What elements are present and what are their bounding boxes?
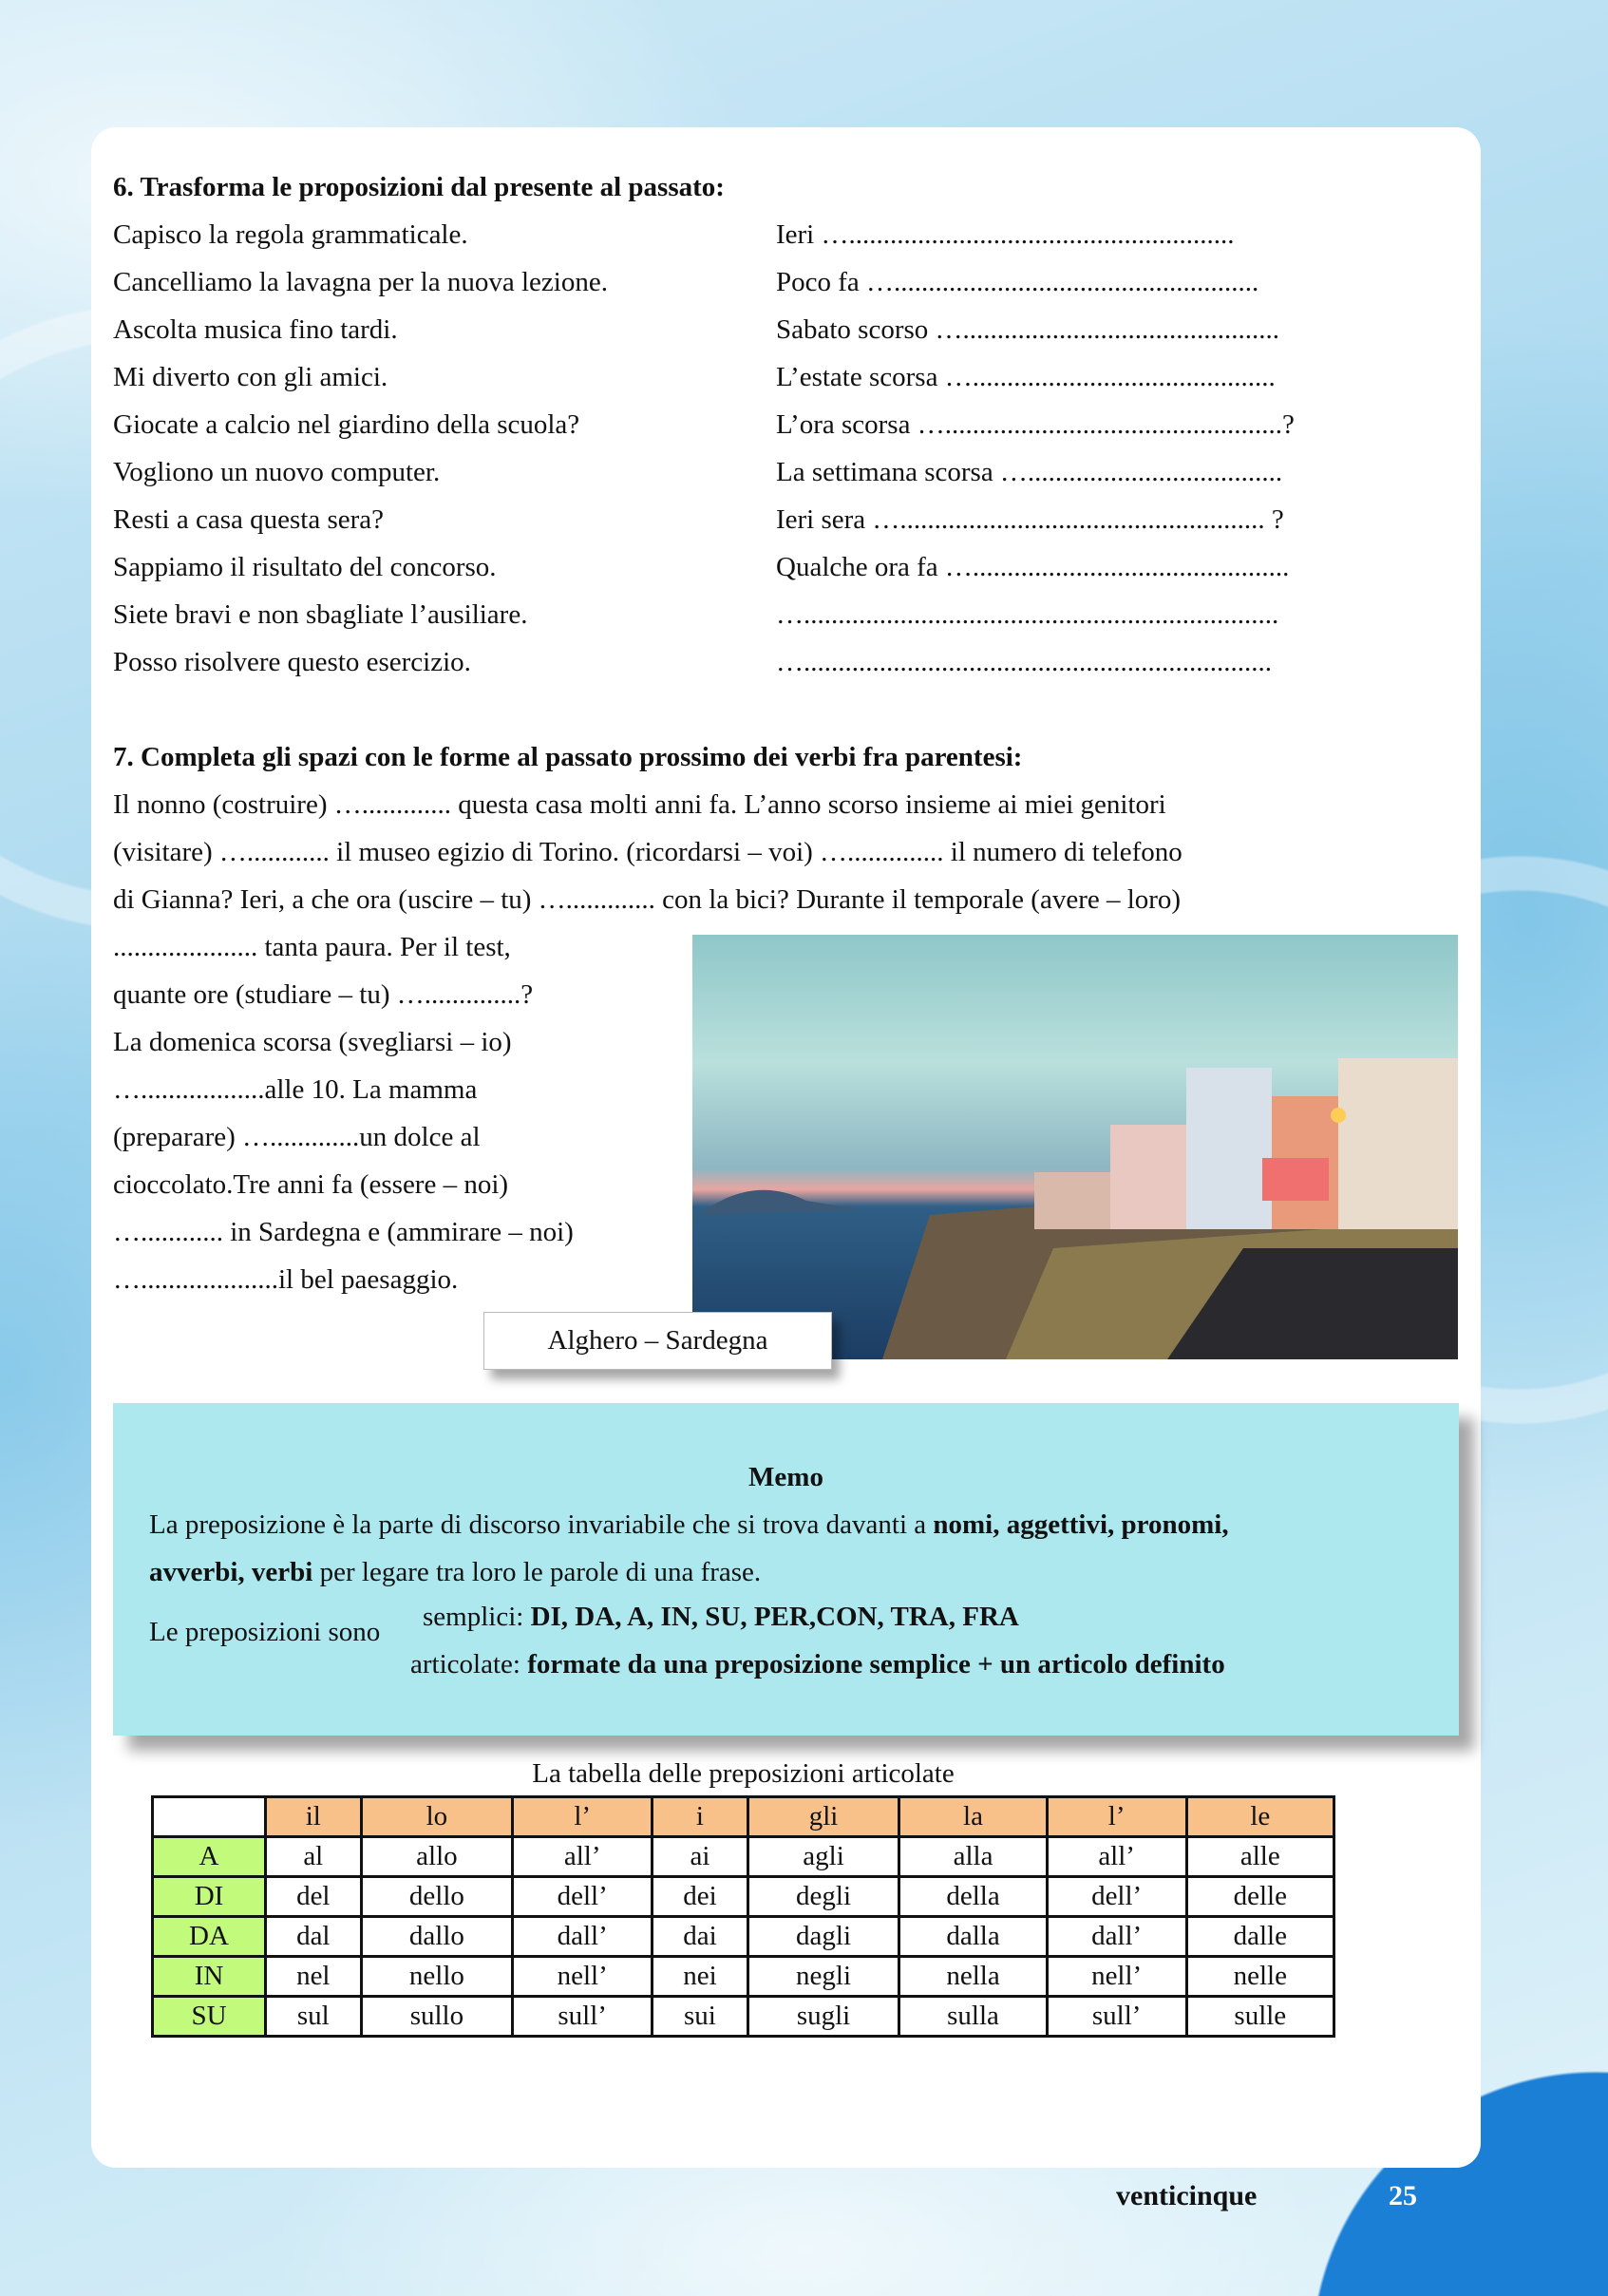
table-cell: dell’: [1047, 1877, 1186, 1917]
exercise-7-line: …..................alle 10. La mamma: [113, 1074, 478, 1105]
table-cell: nei: [653, 1957, 748, 1997]
table-corner-cell: [153, 1797, 266, 1837]
prepositions-table: [151, 1795, 1335, 2038]
table-cell: dai: [653, 1917, 748, 1957]
memo-articolate: [410, 1641, 1225, 1688]
memo-bold: nomi, aggettivi, pronomi,: [933, 1509, 1229, 1540]
table-cell: sullo: [361, 1997, 513, 2037]
table-row: [153, 1877, 1334, 1917]
table-cell: nel: [266, 1957, 362, 1997]
table-cell: dal: [266, 1917, 362, 1957]
memo-line-2: [149, 1548, 761, 1596]
exercise-7-line: (visitare) …............ il museo egizio di Torino. (ricordarsi – voi) ….............. il numero di telefono: [113, 837, 1182, 867]
page-word: venticinque: [1116, 2180, 1258, 2211]
exercise-6-title: 6. Trasforma le proposizioni dal presente al passato:: [113, 172, 725, 202]
table-cell: sulla: [899, 1997, 1047, 2037]
photo-illustration: [692, 935, 1458, 1359]
present-sentence: Giocate a calcio nel giardino della scuola?: [113, 409, 580, 440]
table-cell: alla: [899, 1837, 1047, 1877]
table-header-cell: l’: [1047, 1797, 1186, 1837]
past-answer-line: L’ora scorsa ….................................................?: [776, 409, 1295, 440]
table-cell: al: [266, 1837, 362, 1877]
table-cell: nell’: [1047, 1957, 1186, 1997]
table-cell: dalla: [899, 1917, 1047, 1957]
table-header-cell: le: [1186, 1797, 1334, 1837]
table-cell: nella: [899, 1957, 1047, 1997]
table-cell: sull’: [513, 1997, 653, 2037]
present-sentence: Ascolta musica fino tardi.: [113, 314, 398, 345]
articolate-label: articolate:: [410, 1649, 528, 1679]
semplici-value: DI, DA, A, IN, SU, PER,CON, TRA, FRA: [530, 1602, 1019, 1632]
table-row: [153, 1837, 1334, 1877]
table-cell: del: [266, 1877, 362, 1917]
table-cell: sulle: [1186, 1997, 1334, 2037]
present-sentence: Cancelliamo la lavagna per la nuova lezione.: [113, 267, 608, 297]
table-cell: sugli: [747, 1997, 899, 2037]
table-header-cell: gli: [747, 1797, 899, 1837]
present-sentence: Resti a casa questa sera?: [113, 504, 385, 535]
table-cell: all’: [1047, 1837, 1186, 1877]
table-cell: dall’: [513, 1917, 653, 1957]
semplici-label: semplici:: [423, 1602, 531, 1632]
past-answer-line: Sabato scorso …..............................................: [776, 314, 1280, 345]
table-cell: nell’: [513, 1957, 653, 1997]
past-answer-line: Poco fa ….....................................................: [776, 267, 1259, 297]
exercise-7-line: ..................... tanta paura. Per il test,: [113, 932, 511, 962]
table-header-cell: la: [899, 1797, 1047, 1837]
past-answer-line: Ieri …........................................................: [776, 219, 1235, 250]
page-number: 25: [1389, 2180, 1417, 2211]
table-row-label: DI: [153, 1877, 266, 1917]
memo-lead: Le preposizioni sono: [149, 1617, 381, 1647]
exercise-7-line: …............ in Sardegna e (ammirare – noi): [113, 1217, 574, 1247]
table-cell: dei: [653, 1877, 748, 1917]
table-cell: alle: [1186, 1837, 1334, 1877]
table-cell: agli: [747, 1837, 899, 1877]
table-row: [153, 1957, 1334, 1997]
table-row-label: DA: [153, 1917, 266, 1957]
exercise-7-title: 7. Completa gli spazi con le forme al passato prossimo dei verbi fra parentesi:: [113, 742, 1023, 772]
table-cell: dalle: [1186, 1917, 1334, 1957]
exercise-7-line: (preparare) ….............un dolce al: [113, 1122, 481, 1152]
table-cell: sul: [266, 1997, 362, 2037]
table-header-cell: l’: [513, 1797, 653, 1837]
memo-text: La preposizione è la parte di discorso invariabile che si trova davanti a: [149, 1509, 934, 1540]
memo-text: per legare tra loro le parole di una frase.: [312, 1557, 762, 1587]
alghero-photo: [692, 935, 1458, 1359]
table-row-label: A: [153, 1837, 266, 1877]
table-cell: allo: [361, 1837, 513, 1877]
table-header-cell: lo: [361, 1797, 513, 1837]
table-caption: La tabella delle preposizioni articolate: [532, 1758, 955, 1789]
table-row-label: IN: [153, 1957, 266, 1997]
exercise-7-line: La domenica scorsa (svegliarsi – io): [113, 1027, 512, 1057]
memo-title: Memo: [748, 1462, 823, 1492]
table-cell: ai: [653, 1837, 748, 1877]
table-cell: della: [899, 1877, 1047, 1917]
table-cell: dall’: [1047, 1917, 1186, 1957]
table-cell: dell’: [513, 1877, 653, 1917]
memo-box: [113, 1403, 1459, 1736]
past-answer-line: Qualche ora fa …..............................................: [776, 552, 1290, 582]
past-answer-line: Ieri sera …..................................................... ?: [776, 504, 1284, 535]
table-cell: all’: [513, 1837, 653, 1877]
table-row: [153, 1997, 1334, 2037]
exercise-7-line: …....................il bel paesaggio.: [113, 1264, 459, 1295]
past-answer-line: …....................................................................: [776, 647, 1272, 677]
table-cell: dello: [361, 1877, 513, 1917]
table-cell: degli: [747, 1877, 899, 1917]
exercise-7-line: cioccolato.Tre anni fa (essere – noi): [113, 1169, 509, 1200]
table-header-cell: il: [266, 1797, 362, 1837]
past-answer-line: L’estate scorsa …............................................: [776, 362, 1276, 392]
present-sentence: Siete bravi e non sbagliate l’ausiliare.: [113, 599, 528, 630]
table-row-label: SU: [153, 1997, 266, 2037]
present-sentence: Capisco la regola grammaticale.: [113, 219, 468, 250]
memo-semplici: [423, 1593, 1019, 1641]
table-cell: dagli: [747, 1917, 899, 1957]
past-answer-line: La settimana scorsa ….....................................: [776, 457, 1283, 487]
present-sentence: Posso risolvere questo esercizio.: [113, 647, 471, 677]
exercise-7-line: quante ore (studiare – tu) …..............?: [113, 979, 534, 1010]
exercise-7-line: di Gianna? Ieri, a che ora (uscire – tu) …............. con la bici? Durante il temporale (avere – loro): [113, 884, 1182, 915]
table-cell: delle: [1186, 1877, 1334, 1917]
memo-bold: avverbi, verbi: [149, 1557, 313, 1587]
table-cell: nelle: [1186, 1957, 1334, 1997]
photo-caption: Alghero – Sardegna: [483, 1312, 832, 1370]
memo-line-1: [149, 1501, 1229, 1548]
present-sentence: Vogliono un nuovo computer.: [113, 457, 441, 487]
table-cell: sull’: [1047, 1997, 1186, 2037]
table-row: [153, 1917, 1334, 1957]
present-sentence: Mi diverto con gli amici.: [113, 362, 388, 392]
table-cell: negli: [747, 1957, 899, 1997]
past-answer-line: ….....................................................................: [776, 599, 1279, 630]
table-cell: nello: [361, 1957, 513, 1997]
exercise-7-line: Il nonno (costruire) …............. questa casa molti anni fa. L’anno scorso insieme ai miei genitori: [113, 789, 1166, 820]
table-cell: sui: [653, 1997, 748, 2037]
articolate-value: formate da una preposizione semplice + un articolo definito: [527, 1649, 1225, 1679]
table-cell: dallo: [361, 1917, 513, 1957]
present-sentence: Sappiamo il risultato del concorso.: [113, 552, 497, 582]
table-header-cell: i: [653, 1797, 748, 1837]
table-header-row: [153, 1797, 1334, 1837]
